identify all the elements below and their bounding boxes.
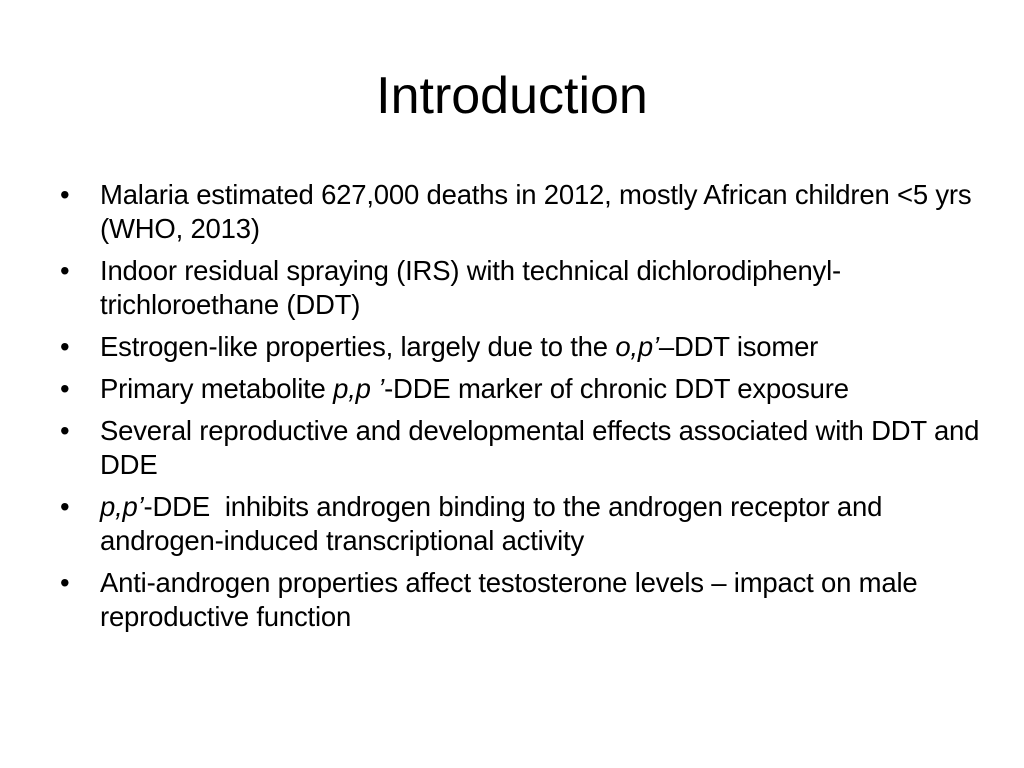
bullet-list: [58, 178, 1008, 642]
bullet-text-segment: Malaria estimated 627,000 deaths in 2012, mostly African children <5 yrs (WHO, 2013): [100, 179, 979, 244]
bullet-text: [100, 567, 925, 632]
bullet-item: [58, 566, 1008, 634]
bullet-text-italic: p,p ’: [333, 373, 385, 404]
bullet-text: [100, 179, 979, 244]
bullet-marker: •: [60, 255, 70, 286]
bullet-text-segment: –DDT isomer: [658, 331, 819, 362]
bullet-text-segment: Estrogen-like properties, largely due to the: [100, 331, 616, 362]
bullet-text-segment: Indoor residual spraying (IRS) with technical dichlorodiphenyl-trichloroethane (DDT): [100, 255, 841, 320]
bullet-item: [58, 372, 1008, 406]
bullet-text: [100, 373, 849, 404]
bullet-text-segment: -DDE inhibits androgen binding to the androgen receptor and androgen-induced transcriptional activity: [100, 491, 890, 556]
bullet-text: [100, 415, 987, 480]
bullet-text: [100, 255, 841, 320]
bullet-item: [58, 178, 1008, 246]
bullet-text-segment: -DDE marker of chronic DDT exposure: [384, 373, 849, 404]
bullet-marker: •: [60, 373, 70, 404]
bullet-item: [58, 330, 1008, 364]
bullet-text-segment: Anti-androgen properties affect testosterone levels – impact on male reproductive function: [100, 567, 925, 632]
bullet-marker: •: [60, 567, 70, 598]
bullet-text-segment: Several reproductive and developmental effects associated with DDT and DDE: [100, 415, 987, 480]
bullet-text: [100, 331, 818, 362]
bullet-item: [58, 490, 1008, 558]
bullet-marker: •: [60, 415, 70, 446]
bullet-marker: •: [60, 491, 70, 522]
bullet-item: [58, 414, 1008, 482]
bullet-marker: •: [60, 331, 70, 362]
bullet-marker: •: [60, 179, 70, 210]
bullet-text-segment: Primary metabolite: [100, 373, 334, 404]
slide-title: Introduction: [376, 67, 648, 125]
bullet-text-italic: p,p’: [100, 491, 144, 522]
bullet-text-italic: o,p’: [615, 331, 659, 362]
bullet-text: [100, 491, 890, 556]
bullet-item: [58, 254, 1008, 322]
